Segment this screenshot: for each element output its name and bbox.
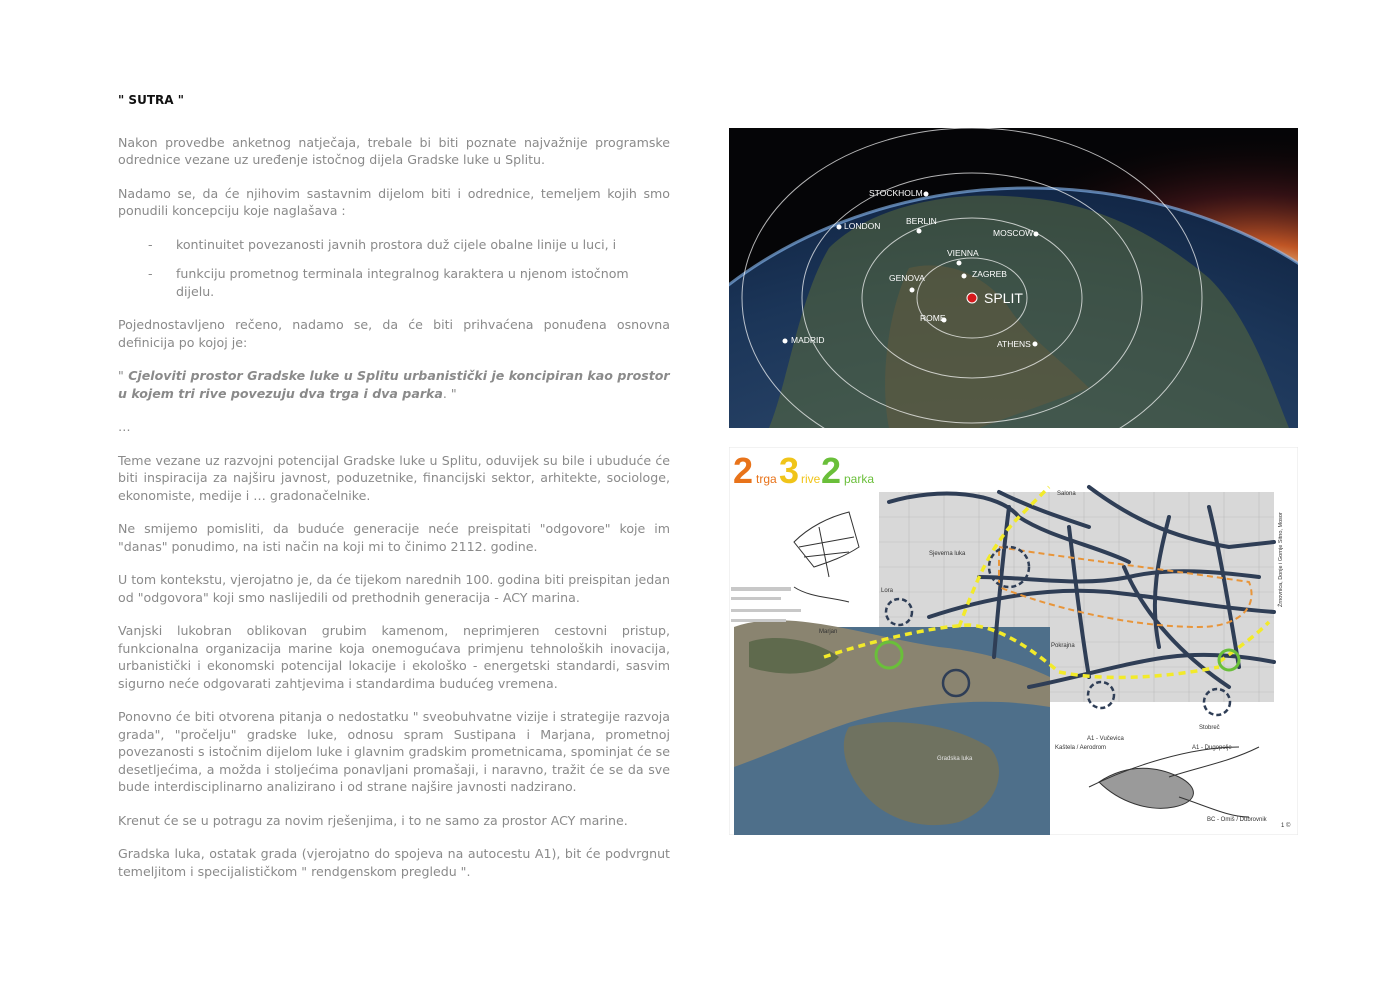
- paragraph-10: Gradska luka, ostatak grada (vjerojatno do spojeva na autocestu A1), bit će podvrgnut temeljitom i specijalističkom " rendgenskom pregledu ".: [118, 846, 670, 879]
- label-kastela: Kaštela / Aerodrom: [1055, 745, 1107, 751]
- label-side: Žrnovnica, Donje i Gornje Sitno, Mosor: [1278, 512, 1284, 607]
- city-zagreb: ZAGREB: [972, 269, 1007, 279]
- city-split: SPLIT: [984, 290, 1023, 306]
- section-title: " SUTRA ": [118, 93, 184, 107]
- paragraph-3: Pojednostavljeno rečeno, nadamo se, da će biti prihvaćena ponuđena osnovna definicija po kojoj je:: [118, 317, 670, 350]
- city-moscow: MOSCOW: [993, 228, 1034, 238]
- urban-concept-map-image: [729, 447, 1298, 835]
- ellipsis: …: [118, 419, 131, 434]
- paragraph-7: Vanjski lukobran oblikovan grubim kamenom, neprimjeren cestovni pristup, funkcionalna organizacija marine koja onemogućava primjenu tehnoloških inovacija, urbanistički i ekonomski potencijal lokacije i ekološko - energetski standardi, sasvim sigurno neće odgovarati zahtjevima i standardima budućeg vremena.: [118, 623, 670, 691]
- bullet-dash: -: [148, 236, 153, 252]
- label-stobrec: Stobreč: [1199, 725, 1220, 731]
- label-a1-vucevica: A1 - Vučevica: [1087, 736, 1124, 742]
- paragraph-6: U tom kontekstu, vjerojatno je, da će tijekom narednih 100. godina biti preispitan jedan od "odgovora" koji smo naslijedili od prethodnih generacija - ACY marina.: [118, 572, 670, 605]
- label-bc: BC - Omiš / Dubrovnik: [1207, 817, 1267, 823]
- label-a1-dugopolje: A1 - Dugopolje: [1192, 745, 1232, 751]
- headline-num-3: 2: [821, 450, 842, 491]
- bullet-item: [118, 265, 670, 300]
- city-genova: GENOVA: [889, 273, 925, 283]
- label-pokrajna: Pokrajna: [1051, 643, 1075, 649]
- paragraph-9: Krenut će se u potragu za novim rješenjima, i to ne samo za prostor ACY marine.: [118, 812, 628, 828]
- paragraph-2: Nadamo se, da će njihovim sastavnim dijelom biti i odrednice, temeljem kojih smo ponudili koncepciju koje naglašava :: [118, 185, 670, 218]
- paragraph-1: Nakon provedbe anketnog natječaja, trebale bi biti poznate najvažnije programske odrednice vezane uz uređenje istočnog dijela Gradske luke u Splitu.: [118, 134, 670, 167]
- label-sjeverna-luka: Sjeverna luka: [929, 551, 966, 557]
- headline-word-1: trga: [756, 472, 777, 486]
- city-stockholm: STOCKHOLM: [869, 188, 923, 198]
- quote-text: Cjeloviti prostor Gradske luke u Splitu urbanistički je koncipiran kao prostor u kojem tri rive povezuju dva trga i dva parka: [118, 368, 670, 401]
- headline-word-2: rive: [801, 472, 821, 486]
- city-madrid: MADRID: [791, 335, 825, 345]
- bullet-dash: -: [148, 266, 153, 281]
- label-salona: Salona: [1057, 491, 1076, 497]
- label-gradska-luka: Gradska luka: [937, 756, 973, 762]
- quote-open: ": [118, 368, 124, 383]
- headline-word-3: parka: [844, 472, 875, 486]
- paragraph-5: Ne smijemo pomisliti, da buduće generacije neće preispitati "odgovore" koje im "danas" ponudimo, na isti način na koji mi to činimo 2112. godine.: [118, 521, 670, 554]
- bullet-item: [118, 236, 670, 254]
- page-number: 1 ©: [1281, 823, 1291, 829]
- city-berlin: BERLIN: [906, 216, 937, 226]
- paragraph-8: Ponovno će biti otvorena pitanja o nedostatku " sveobuhvatne vizije i strategije razvoja grada", "pročelju" gradske luke, odnosu spram Sustipana i Marjana, prometnoj povezanosti s istočnim dijelom luke i glavnim gradskim prometnicama, spominjat će se desetljećima, a možda i stoljećima ponavljani promašaji, i naravno, tražit će se da sve bude interdisciplinarno analizirano i od strane najšire javnosti nadzirano.: [118, 709, 670, 794]
- headline-num-2: 3: [779, 450, 800, 491]
- city-vienna: VIENNA: [947, 248, 979, 258]
- bullet-text: funkciju prometnog terminala integralnog karaktera u njenom istočnom dijelu.: [175, 266, 629, 299]
- quote-close: . ": [442, 385, 457, 401]
- text-column: [118, 92, 670, 896]
- label-lora: Lora: [881, 588, 894, 594]
- bullet-text: kontinuitet povezanosti javnih prostora duž cijele obalne linije u luci, i: [176, 236, 617, 252]
- paragraph-4: Teme vezane uz razvojni potencijal Gradske luke u Splitu, oduvijek su bile i ubuduće će biti inspiracija za najširu javnost, poduzetnike, financijski sektor, arhitekte, sociologe, ekonomiste, medije i … gradonačelnike.: [118, 452, 670, 503]
- city-rome: ROME: [920, 313, 946, 323]
- label-marjan: Marjan: [819, 629, 838, 635]
- headline-num-1: 2: [733, 450, 754, 491]
- city-london: LONDON: [844, 221, 881, 231]
- definition-quote: [118, 367, 670, 402]
- city-athens: ATHENS: [997, 339, 1031, 349]
- europe-earth-image: [729, 128, 1298, 428]
